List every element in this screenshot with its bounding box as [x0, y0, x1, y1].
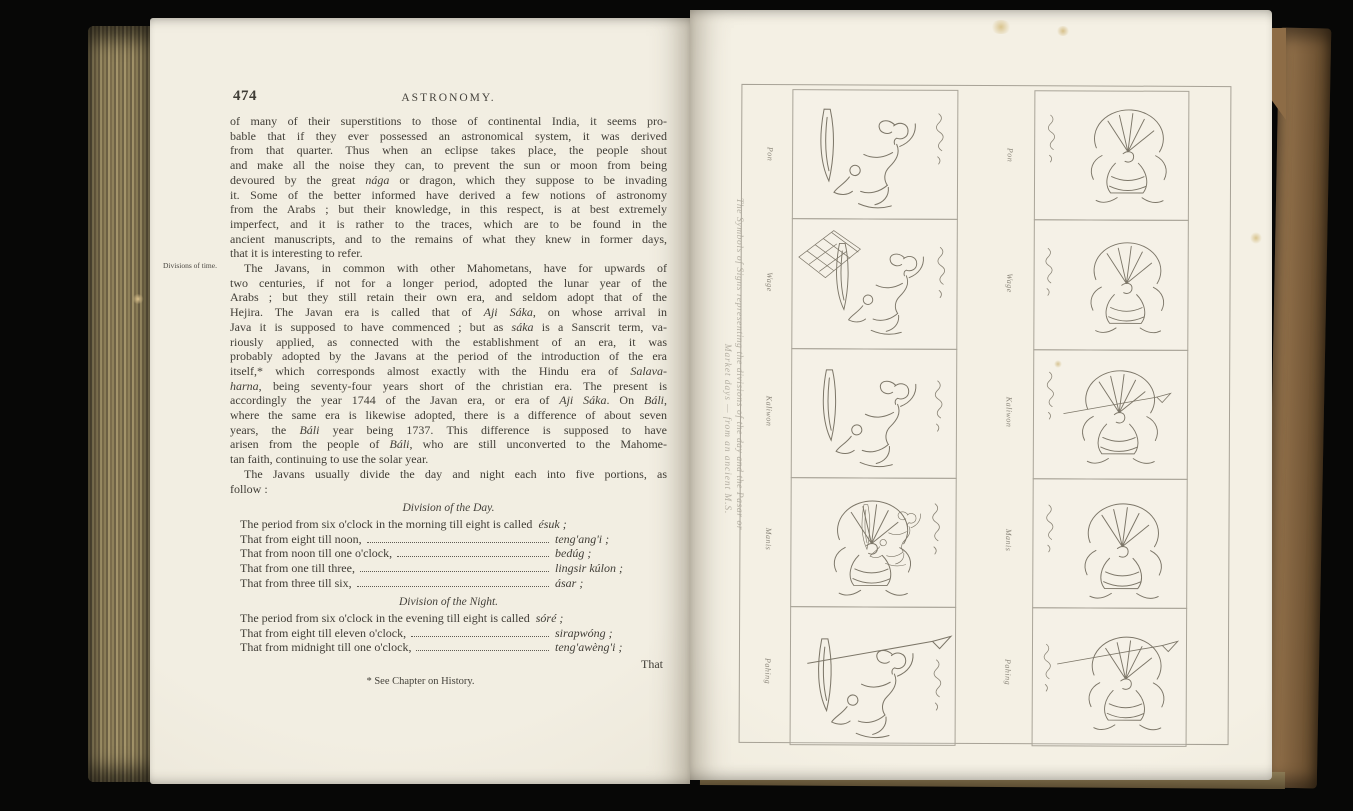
item-text: That from eight till noon,: [240, 531, 362, 546]
body-line: imperfect, and it is rather to the traces, which are to be found in the: [230, 216, 667, 231]
body-line: from that quarter. Thus when an eclipse takes place, the people shout: [230, 143, 667, 158]
dot-leader: [360, 571, 549, 572]
item-term: lingsir kúlon ;: [555, 561, 623, 576]
figure-drawing: [1035, 91, 1189, 220]
body-line: it. Some of the better informed have derived a few notions of astronomy: [230, 187, 667, 202]
body-line: bable that if they ever possessed an astronomical system, it was derived: [230, 128, 667, 143]
body-line: of many of their superstitions to those of continental India, it seems pro-: [230, 114, 667, 128]
night-section-heading: Division of the Night.: [398, 596, 499, 609]
dot-leader: [397, 556, 549, 557]
page-number: 474: [233, 88, 257, 104]
body-line: The Javans, in common with other Mahometans, have for upwards of: [244, 261, 667, 276]
figure-drawing: [791, 478, 956, 607]
text-column: [230, 74, 667, 687]
list-item: [230, 611, 667, 626]
body-line: tan faith, continuing to use the solar year.: [230, 452, 429, 467]
left-page: [150, 18, 690, 784]
figure-drawing: [1033, 608, 1187, 746]
list-item: [230, 546, 667, 561]
paragraph-2: [230, 261, 667, 467]
body-line: two centuries, if not for a longer period, adopted the lunar year of the: [230, 275, 667, 290]
item-term: ásar ;: [555, 575, 584, 590]
body-line: that it is interesting to refer.: [230, 246, 363, 261]
day-section-list: [230, 517, 667, 590]
figure-drawing: [1034, 350, 1188, 479]
figure-drawing: [793, 90, 958, 219]
row-label-pon: Pon: [765, 146, 775, 162]
list-item: [230, 532, 667, 547]
row-label-pon: Pon: [1005, 147, 1015, 163]
list-item: [230, 517, 667, 532]
dot-leader: [367, 542, 549, 543]
plate-panel-pon-left: [792, 89, 959, 220]
body-line: years, the Báli year being 1737. This difference is supposed to have: [230, 422, 667, 437]
right-page: [690, 10, 1272, 780]
body-line: riously applied, as connected with the establishment of an era, it was: [230, 334, 667, 349]
paragraph-1: [230, 114, 667, 261]
item-term: teng'ang'i ;: [555, 531, 610, 546]
item-term: sóré ;: [535, 611, 564, 626]
row-label-manis: Manis: [763, 527, 774, 551]
night-section-list: [230, 611, 667, 655]
caption-line-2: Market days — from an ancient M.S.: [722, 343, 732, 515]
dot-leader: [416, 650, 549, 651]
dot-leader: [357, 586, 549, 587]
plate-panel-pahing-left: [790, 606, 957, 746]
item-term: sirapwóng ;: [555, 625, 613, 640]
item-text: That from eight till eleven o'clock,: [240, 625, 407, 640]
foxing-stain: [1056, 26, 1070, 36]
margin-note: Divisions of time.: [163, 261, 217, 270]
item-text: The period from six o'clock in the evening till eight is called: [240, 611, 530, 626]
foxing-stain: [1250, 232, 1262, 244]
item-text: That from midnight till one o'clock,: [240, 640, 412, 655]
row-label-pahing: Pahing: [763, 657, 773, 685]
body-line: harna, being seventy-four years short of the christian era. The present is: [230, 378, 667, 393]
item-text: The period from six o'clock in the morning till eight is called: [240, 517, 533, 532]
plate-panel-wage-left: [791, 218, 958, 350]
page-header: [230, 74, 667, 114]
list-item: [230, 561, 667, 576]
item-term: teng'awèng'i ;: [555, 640, 623, 655]
plate-panel-pahing-right: [1032, 607, 1188, 747]
foxing-stain: [990, 20, 1012, 34]
running-head: ASTRONOMY.: [401, 92, 496, 104]
row-label-wage: Wage: [765, 272, 775, 292]
figure-drawing: [792, 349, 957, 478]
book-cover-edge: [1265, 28, 1332, 789]
item-term: bedúg ;: [555, 546, 592, 561]
list-item: [230, 626, 667, 641]
row-label-manis: Manis: [1003, 528, 1014, 552]
body-line: from the Arabs ; but their knowledge, in this respect, is at best extremely: [230, 202, 667, 217]
row-label-kaliwon: Kaliwon: [764, 395, 774, 427]
figure-drawing: [1033, 479, 1187, 608]
row-label-pahing: Pahing: [1003, 659, 1013, 686]
row-label-kaliwon: Kaliwon: [1004, 396, 1014, 428]
body-line: follow :: [230, 481, 268, 496]
engraved-plate: [739, 84, 1232, 745]
plate-panel-wage-right: [1033, 219, 1189, 351]
plate-panel-manis-left: [790, 477, 957, 608]
list-item: [230, 640, 667, 655]
plate-panel-manis-right: [1032, 478, 1188, 609]
body-line: Arabs ; but they still retain their own era, and seldom adopt that of the: [230, 290, 667, 305]
day-section-heading: Division of the Day.: [402, 502, 495, 515]
dot-leader: [411, 636, 549, 637]
plate-panel-kaliwon-left: [791, 348, 958, 479]
body-line: probably adopted by the Javans at the period of the introduction of the era: [230, 349, 667, 364]
paragraph-3: [230, 467, 667, 496]
footnote: * See Chapter on History.: [366, 676, 475, 688]
body-line: Hejira. The Javan era is called that of Aji Sáka, on whose arrival in: [230, 305, 668, 320]
plate-panel-pon-right: [1034, 90, 1190, 221]
figure-drawing: [791, 607, 956, 745]
item-term: ésuk ;: [538, 517, 567, 532]
body-line: The Javans usually divide the day and night each into five portions, as: [244, 466, 667, 481]
catchword: That: [641, 657, 663, 672]
row-label-wage: Wage: [1005, 273, 1015, 293]
item-text: That from noon till one o'clock,: [240, 546, 393, 561]
caption-line-1: The Symbols of Signs representing the divisions of the day and the Pasar or: [734, 198, 744, 531]
item-text: That from one till three,: [240, 561, 355, 576]
body-line: and make all the noise they can, to prevent the sun or moon from being: [230, 158, 667, 173]
body-line: itself,* which corresponds almost exactly with the Hindu era of Salava-: [230, 363, 667, 378]
body-line: Java it is supposed to have commenced ; but as sáka is a Sanscrit term, va-: [230, 319, 667, 334]
body-line: accordingly the year 1744 of the Javan era, or era of Aji Sáka. On Báli,: [230, 393, 668, 408]
figure-drawing: [792, 219, 957, 349]
body-line: ancient manuscripts, and to the remains of what they knew in former days,: [230, 231, 667, 246]
list-item: [230, 576, 667, 591]
body-line: where the same era is likewise adopted, there is a difference of about seven: [230, 408, 667, 423]
plate-panel-kaliwon-right: [1033, 349, 1189, 480]
figure-drawing: [1034, 220, 1188, 350]
plate-column-left: [790, 90, 959, 746]
body-line: arisen from the people of Báli, who are still unconverted to the Mahome-: [230, 437, 667, 452]
item-text: That from three till six,: [240, 575, 352, 590]
body-line: devoured by the great nága or dragon, which they suppose to be invading: [230, 172, 668, 187]
book-fore-edge: [88, 26, 152, 782]
plate-column-right: [1032, 91, 1190, 747]
